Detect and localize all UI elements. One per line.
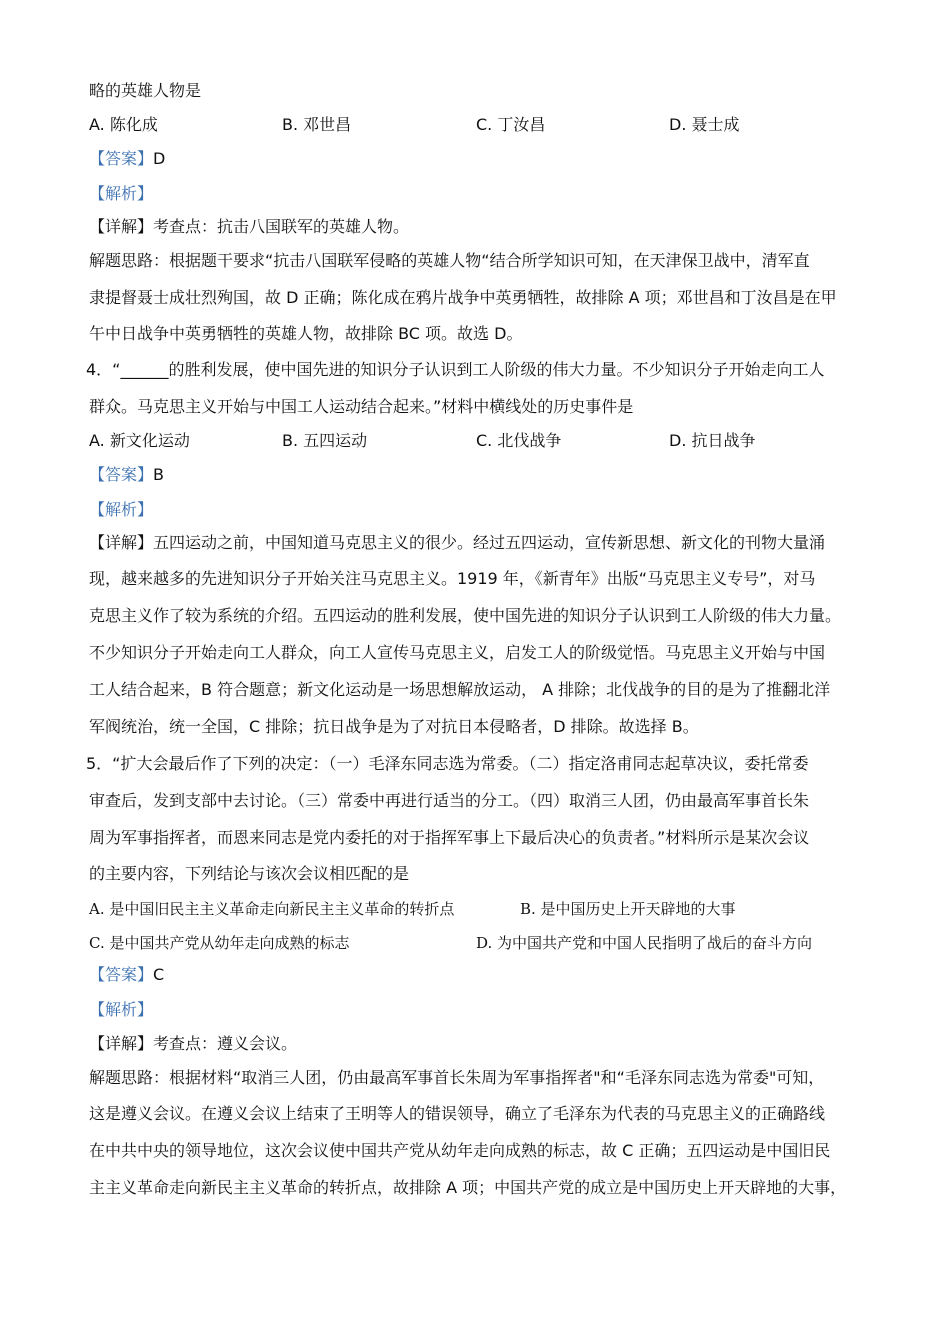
q3-option-b: B. 邓世昌: [282, 115, 352, 134]
q5-stem-line: 5．“扩大会最后作了下列的决定：（一）毛泽东同志选为常委。（二）指定洛甫同志起草决议，委托常委: [86, 754, 809, 773]
q5-stem-line: 周为军事指挥者，而恩来同志是党内委托的对于指挥军事上下最后决心的负责者。”材料所示是某次会议: [89, 828, 810, 847]
q3-explanation-line: 隶提督聂士成壮烈殉国，故 D 正确；陈化成在鸦片战争中英勇牺牲，故排除 A 项；邓世昌和丁汝昌是在甲: [89, 288, 837, 307]
q5-stem-line: 审查后，发到支部中去讨论。（三）常委中再进行适当的分工。（四）取消三人团，仍由最高军事首长朱: [89, 791, 810, 810]
answer-tag: 【答案】: [89, 149, 154, 168]
q3-option-d: D. 聂士成: [669, 115, 740, 134]
q5-explanation-line: 在中共中央的领导地位，这次会议使中国共产党从幼年走向成熟的标志，故 C 正确；五四运动是中国旧民: [89, 1141, 831, 1160]
q4-option-b: B. 五四运动: [282, 431, 368, 450]
q5-option-d: D. 为中国共产党和中国人民指明了战后的奋斗方向: [476, 934, 813, 952]
q3-detail: 【详解】考查点：抗击八国联军的英雄人物。: [89, 217, 410, 236]
q5-stem-line: 的主要内容，下列结论与该次会议相匹配的是: [89, 864, 410, 883]
answer-value: D: [153, 149, 166, 168]
q5-explanation-line: 主主义革命走向新民主主义革命的转折点，故排除 A 项；中国共产党的成立是中国历史上开天辟地的大事，: [89, 1178, 847, 1197]
answer-value: C: [153, 965, 165, 984]
q3-stem-tail: 略的英雄人物是: [89, 81, 202, 100]
q4-analysis-tag: 【解析】: [89, 500, 154, 519]
q4-option-a: A. 新文化运动: [89, 431, 190, 450]
q4-explanation-line: 工人结合起来，B 符合题意；新文化运动是一场思想解放运动， A 排除；北伐战争的目的是为了推翻北洋: [89, 680, 831, 699]
q5-answer-line: [89, 965, 164, 985]
q4-option-d: D. 抗日战争: [669, 431, 756, 450]
q3-option-c: C. 丁汝昌: [476, 115, 546, 134]
q3-option-a: A. 陈化成: [89, 115, 158, 134]
q3-explanation-line: 午中日战争中英勇牺牲的英雄人物，故排除 BC 项。故选 D。: [89, 324, 523, 343]
q3-explanation-line: 解题思路：根据题干要求“抗击八国联军侵略的英雄人物“结合所学知识可知，在天津保卫战中，清军直: [89, 251, 810, 270]
q5-detail: 【详解】考查点：遵义会议。: [89, 1034, 298, 1053]
answer-tag: 【答案】: [89, 465, 154, 484]
q3-answer-line: [89, 149, 165, 169]
q5-explanation-line: 解题思路：根据材料“取消三人团，仍由最高军事首长朱周为军事指挥者"和“毛泽东同志选为常委"可知，: [89, 1068, 825, 1087]
q4-explanation-line: 【详解】五四运动之前，中国知道马克思主义的很少。经过五四运动，宣传新思想、新文化的刊物大量涌: [89, 533, 826, 552]
q5-explanation-line: 这是遵义会议。在遵义会议上结束了王明等人的错误领导，确立了毛泽东为代表的马克思主义的正确路线: [89, 1104, 826, 1123]
q4-stem-line: 4．“______的胜利发展，使中国先进的知识分子认识到工人阶级的伟大力量。不少知识分子开始走向工人: [86, 360, 825, 379]
q4-answer-line: [89, 465, 164, 485]
q5-option-c: C. 是中国共产党从幼年走向成熟的标志: [89, 934, 350, 952]
q4-explanation-line: 不少知识分子开始走向工人群众，向工人宣传马克思主义，启发工人的阶级觉悟。马克思主义开始与中国: [89, 643, 826, 662]
q4-explanation-line: 克思主义作了较为系统的介绍。五四运动的胜利发展，使中国先进的知识分子认识到工人阶级的伟大力量。: [89, 606, 842, 625]
answer-tag: 【答案】: [89, 965, 154, 984]
q5-option-a: A. 是中国旧民主主义革命走向新民主主义革命的转折点: [89, 900, 455, 918]
q4-explanation-line: 军阀统治，统一全国，C 排除；抗日战争是为了对抗日本侵略者，D 排除。故选择 B。: [89, 717, 699, 736]
answer-value: B: [153, 465, 164, 484]
q4-explanation-line: 现，越来越多的先进知识分子开始关注马克思主义。1919 年，《新青年》出版“马克思主义专号”，对马: [89, 569, 816, 588]
q4-stem-line: 群众。马克思主义开始与中国工人运动结合起来。”材料中横线处的历史事件是: [89, 397, 634, 416]
q5-analysis-tag: 【解析】: [89, 1000, 154, 1019]
q3-analysis-tag: 【解析】: [89, 184, 154, 203]
q4-option-c: C. 北伐战争: [476, 431, 562, 450]
q5-option-b: B. 是中国历史上开天辟地的大事: [520, 900, 736, 918]
